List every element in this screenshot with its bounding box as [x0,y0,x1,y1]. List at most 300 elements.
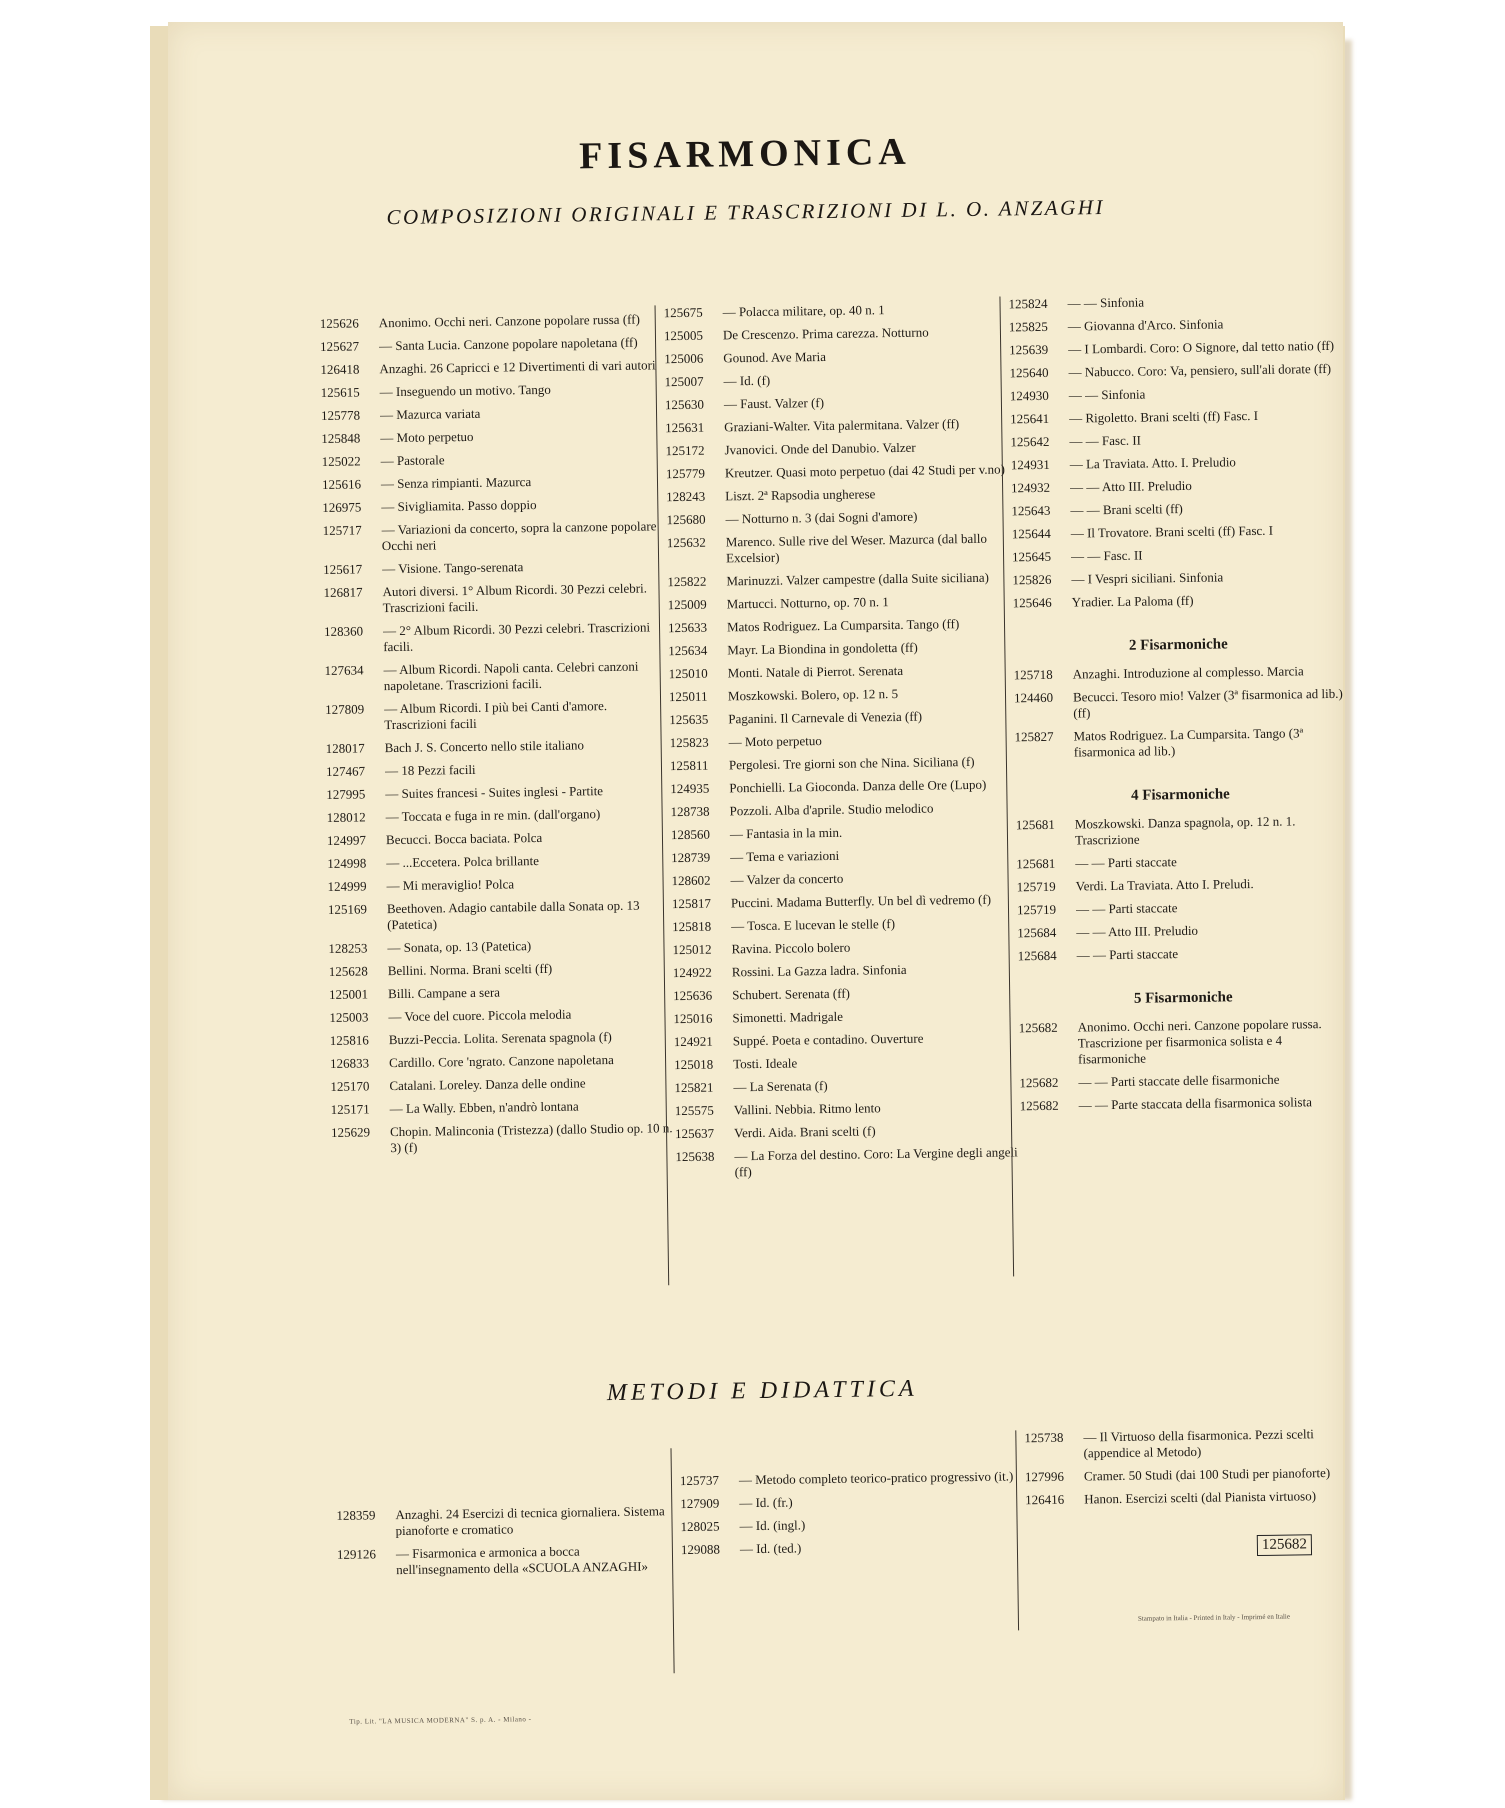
catalog-number: 125169 [327,901,368,917]
catalog-entry [1012,522,1342,543]
catalog-title: — Toccata e fuga in re min. (dall'organo) [385,806,601,825]
catalog-number: 125682 [1019,1097,1059,1114]
catalog-entry [323,518,668,555]
catalog-title: Yradier. La Paloma (ff) [1071,592,1194,610]
catalog-number: 126817 [323,584,363,600]
catalog-title: — I Vespri siciliani. Sinfonia [1071,569,1224,587]
catalog-entry [1019,1071,1349,1092]
catalog-title: — La Wally. Ebben, n'andrò lontana [389,1098,579,1117]
catalog-entry [321,426,666,447]
catalog-number: 125719 [1016,901,1057,918]
catalog-number: 125779 [665,465,705,482]
catalog-entry [322,472,667,493]
catalog-entry [327,851,672,872]
catalog-entry [666,461,1011,482]
catalog-number: 125009 [667,596,707,613]
catalog-entry [1019,1016,1350,1069]
catalog-number: 124998 [327,855,367,871]
catalog-number: 125636 [673,987,713,1004]
catalog-entry [327,805,672,826]
catalog-number: 125641 [1010,410,1050,427]
catalog-entry [324,619,669,656]
catalog-title: Chopin. Malinconia (Tristezza) (dallo Studio op. 10 n. 3) (f) [389,1120,673,1156]
catalog-entry [327,828,672,849]
verdi-list [1008,292,1342,612]
catalog-number: 125645 [1011,548,1052,565]
catalog-title: — — Atto III. Preludio [1076,922,1199,940]
catalog-number: 128253 [328,940,368,956]
catalog-entry [680,1514,1025,1535]
catalog-number: 125172 [665,442,705,459]
catalog-title: — Id. (ted.) [739,1540,802,1557]
catalog-number: 125640 [1009,364,1049,381]
catalog-entry [664,300,1009,321]
catalog-entry [1014,686,1344,723]
catalog-number: 125684 [1017,947,1057,964]
page-title: FISARMONICA [578,130,911,178]
catalog-number: 125823 [669,734,709,751]
catalog-title: — Sivigliamita. Passo doppio [381,497,537,515]
catalog-number: 128360 [323,623,364,639]
catalog-entry [1010,384,1340,405]
catalog-title: — La Traviata. Atto. I. Preludio [1069,454,1236,472]
catalog-title: — — Parti staccate [1076,946,1179,963]
catalog-number: 125681 [1016,855,1056,872]
catalog-number: 125637 [674,1125,715,1142]
catalog-title: Anzaghi. 26 Capricci e 12 Divertimenti di vari autori [379,357,656,377]
catalog-entry [669,684,1014,705]
catalog-entry [671,822,1016,843]
catalog-title: — Il Virtuoso della fisarmonica. Pezzi scelti (appendice al Metodo) [1083,1426,1314,1461]
catalog-entry [1011,499,1341,520]
catalog-number: 125001 [329,986,369,1002]
catalog-title: Bellini. Norma. Brani scelti (ff) [387,960,553,979]
catalog-entry [674,1075,1019,1096]
catalog-title: Vallini. Nebbia. Ritmo lento [733,1100,881,1118]
catalog-number: 125616 [321,476,362,493]
catalog-number: 129126 [336,1546,377,1562]
catalog-number: 124935 [670,780,710,797]
catalog-number: 125635 [669,711,709,728]
catalog-number: 125631 [665,419,705,436]
catalog-entry [337,1542,677,1579]
catalog-entry [673,1006,1018,1027]
catalog-entry [329,959,674,980]
catalog-entry [330,1074,675,1095]
catalog-number: 125638 [675,1148,715,1165]
catalog-entry [675,1098,1020,1119]
catalog-sheet [168,22,1343,1800]
catalog-entry [673,960,1018,981]
catalog-number: 125738 [1024,1429,1064,1446]
catalog-entry [674,1029,1019,1050]
catalog-title: Kreutzer. Quasi moto perpetuo (dai 42 Studi per v.no) [724,461,1006,481]
catalog-entry [668,592,1013,613]
catalog-number: 128738 [670,803,710,820]
catalog-title: Simonetti. Madrigale [732,1008,844,1026]
catalog-number: 126833 [329,1055,370,1071]
sheet-content [156,14,1356,1808]
catalog-title: Monti. Natale di Pierrot. Serenata [727,662,904,681]
catalog-title: Liszt. 2ª Rapsodia ungherese [725,486,876,504]
catalog-title: — Inseguendo un motivo. Tango [379,381,551,400]
catalog-title: — I Lombardi. Coro: O Signore, dal tetto natio (ff) [1068,337,1335,357]
catalog-title: Tosti. Ideale [733,1055,798,1072]
catalog-title: — Fisarmonica e armonica a bocca nell'insegnamento della «SCUOLA ANZAGHI» [395,1543,649,1578]
catalog-number: 125007 [664,373,704,390]
catalog-number: 125717 [322,522,362,539]
catalog-entry [326,759,671,780]
catalog-entry [668,615,1013,636]
catalog-number: 125626 [319,315,359,332]
catalog-number: 125817 [671,895,711,912]
catalog-title: Catalani. Loreley. Danza delle ondine [389,1075,586,1094]
catalog-entry [322,449,667,470]
section-2-heading: 2 Fisarmoniche [1128,636,1228,654]
catalog-entry [671,868,1016,889]
catalog-title: Cramer. 50 Studi (dai 100 Studi per pianoforte) [1083,1465,1331,1484]
catalog-number: 125826 [1012,571,1052,588]
section-4-list [1016,813,1348,965]
catalog-entry [664,323,1009,344]
catalog-number: 125642 [1010,433,1050,450]
metodi-column-1 [336,1503,677,1586]
catalog-entry [669,661,1014,682]
catalog-number: 124931 [1010,456,1050,473]
catalog-number: 125737 [679,1472,720,1489]
catalog-title: Ravina. Piccolo bolero [731,939,851,957]
catalog-title: — 2° Album Ricordi. 30 Pezzi celebri. Trascrizioni facili. [382,619,651,655]
catalog-title: — — Atto III. Preludio [1070,477,1192,495]
catalog-title: — Moto perpetuo [728,733,822,750]
catalog-number: 129088 [680,1541,721,1558]
catalog-title: Buzzi-Peccia. Lolita. Serenata spagnola (f) [388,1029,612,1048]
catalog-title: — Il Trovatore. Brani scelti (ff) Fasc. I [1070,522,1274,541]
catalog-title: — Polacca militare, op. 40 n. 1 [722,302,885,320]
catalog-title: Verdi. Aida. Brani scelti (f) [733,1123,876,1141]
catalog-title: Autori diversi. 1° Album Ricordi. 30 Pezzi celebri. Trascrizioni facili. [382,580,648,616]
section-2-list [1014,663,1345,762]
catalog-entry [681,1537,1026,1558]
catalog-title: Anonimo. Occhi neri. Canzone popolare russa (ff) [378,311,640,331]
catalog-title: Verdi. La Traviata. Atto I. Preludi. [1075,876,1254,894]
catalog-number: 125022 [321,453,361,470]
catalog-number: 127995 [326,786,366,802]
catalog-title: Graziani-Walter. Vita palermitana. Valzer (ff) [724,416,960,435]
catalog-number: 128012 [326,809,366,825]
catalog-column-3 [999,292,1352,1277]
catalog-entry [672,937,1017,958]
catalog-entry [1010,407,1340,428]
catalog-title: Puccini. Madama Butterfly. Un bel dì vedremo (f) [730,891,992,911]
catalog-title: — Album Ricordi. Napoli canta. Celebri canzoni napoletane. Trascrizioni facili. [383,658,639,694]
catalog-title: Martucci. Notturno, op. 70 n. 1 [726,594,889,612]
catalog-title: — — Brani scelti (ff) [1070,500,1183,518]
catalog-entry [328,897,673,934]
section-4-heading: 4 Fisarmoniche [1130,786,1230,804]
catalog-entry [672,914,1017,935]
catalog-number: 128017 [325,740,365,756]
catalog-title: — — Fasc. II [1069,432,1142,449]
catalog-entry [667,569,1012,590]
catalog-entry [331,1097,676,1118]
catalog-entry [323,557,668,578]
catalog-title: — — Sinfonia [1068,386,1146,403]
catalog-number: 125684 [1017,924,1057,941]
catalog-title: — — Parti staccate delle fisarmoniche [1078,1071,1280,1090]
catalog-number: 125627 [319,338,360,355]
catalog-title: — — Sinfonia [1067,294,1145,311]
catalog-column-2 [655,300,1023,1285]
catalog-entry [331,1120,676,1157]
metodi-column-2 [670,1443,1027,1673]
catalog-title: Marinuzzi. Valzer campestre (dalla Suite siciliana) [726,569,990,589]
catalog-entry [320,311,665,332]
catalog-entry [1025,1465,1355,1486]
catalog-entry [1013,591,1343,612]
catalog-title: Moszkowski. Bolero, op. 12 n. 5 [727,685,899,704]
catalog-number: 125633 [667,619,708,636]
catalog-number: 125822 [667,573,707,590]
catalog-title: — Valzer da concerto [730,870,844,888]
catalog-entry [329,1005,674,1026]
catalog-title: — Id. (f) [723,372,771,389]
catalog-title: — La Forza del destino. Coro: La Vergine degli angeli (ff) [734,1144,1018,1180]
catalog-code-box: 125682 [1257,1534,1312,1556]
catalog-number: 128359 [336,1507,376,1523]
catalog-entry [322,495,667,516]
catalog-title: — Santa Lucia. Canzone popolare napoletana (ff) [378,334,638,354]
catalog-title: Schubert. Serenata (ff) [732,985,851,1003]
catalog-number: 124997 [326,832,367,848]
catalog-entry [1012,568,1342,589]
catalog-number: 128243 [666,488,706,505]
catalog-number: 125012 [672,941,712,958]
catalog-entry [321,403,666,424]
catalog-number: 125818 [672,918,712,935]
catalog-entry [336,1503,676,1540]
catalog-entry [324,658,669,695]
catalog-title: Becucci. Bocca baciata. Polca [385,829,543,848]
catalog-title: — Fantasia in la min. [729,824,843,842]
printed-in-italy-note: Stampato in Italia - Printed in Italy - Imprimé en Italie [1137,1612,1290,1623]
catalog-entry [330,1051,675,1072]
catalog-number: 125644 [1011,525,1051,542]
catalog-entry [1009,315,1339,336]
catalog-number: 125682 [1018,1019,1058,1036]
catalog-title: Moszkowski. Danza spagnola, op. 12 n. 1. Trascrizione [1074,813,1296,848]
catalog-number: 128602 [671,872,711,889]
catalog-title: Anzaghi. Introduzione al complesso. Marcia [1072,663,1304,682]
catalog-number: 128560 [670,826,711,843]
catalog-entry [673,983,1018,1004]
catalog-entry [665,438,1010,459]
catalog-title: Matos Rodriguez. La Cumparsita. Tango (ff) [726,616,960,635]
catalog-title: — Tema e variazioni [730,847,840,865]
catalog-number: 126416 [1025,1491,1065,1508]
catalog-number: 124932 [1011,479,1051,496]
catalog-title: Becucci. Tesoro mio! Valzer (3ª fisarmonica ad lib.) (ff) [1072,685,1343,721]
catalog-entry [664,369,1009,390]
catalog-title: — — Parte staccata della fisarmonica solista [1078,1094,1313,1113]
catalog-entry [326,736,671,757]
catalog-entry [320,334,665,355]
catalog-entry [328,874,673,895]
catalog-entry [1016,852,1346,873]
catalog-title: — Visione. Tango-serenata [382,559,524,577]
catalog-number: 125629 [330,1124,371,1140]
catalog-title: Gounod. Ave Maria [723,348,827,366]
catalog-number: 125170 [330,1078,370,1094]
catalog-entry [675,1144,1020,1181]
catalog-title: Matos Rodriguez. La Cumparsita. Tango (3ª fisarmonica ad lib.) [1073,725,1304,760]
catalog-entry [669,707,1014,728]
catalog-entry [667,530,1012,567]
catalog-number: 124921 [673,1033,713,1050]
printer-imprint: Tip. Lit. "LA MUSICA MODERNA" S. p. A. - Milano - [349,1715,532,1726]
catalog-number: 125827 [1014,728,1054,745]
catalog-title: — Giovanna d'Arco. Sinfonia [1067,316,1224,334]
catalog-title: Paganini. Il Carnevale di Venezia (ff) [728,708,923,727]
catalog-number: 125628 [328,963,368,979]
catalog-number: 127909 [680,1495,720,1512]
catalog-entry [666,484,1011,505]
catalog-number: 125646 [1012,594,1052,611]
catalog-number: 128739 [671,849,711,866]
catalog-number: 125718 [1013,666,1053,683]
catalog-number: 124460 [1013,689,1054,706]
catalog-entry [330,1028,675,1049]
catalog-entry [1010,430,1340,451]
catalog-entry [666,507,1011,528]
catalog-entry [1014,663,1344,684]
catalog-entry [1012,545,1342,566]
catalog-column-1 [320,311,677,1164]
catalog-number: 125010 [668,665,708,682]
catalog-title: Pozzoli. Alba d'aprile. Studio melodico [729,800,934,819]
catalog-title: — Suites francesi - Suites inglesi - Partite [385,783,604,802]
catalog-title: — Id. (ingl.) [739,1517,806,1534]
catalog-entry [1009,361,1339,382]
catalog-entry [321,380,666,401]
catalog-title: — Voce del cuore. Piccola melodia [388,1006,572,1025]
catalog-entry [1014,725,1344,762]
catalog-title: — Moto perpetuo [380,428,474,446]
catalog-entry [325,697,670,734]
catalog-title: Anzaghi. 24 Esercizi di tecnica giornaliera. Sistema pianoforte e cromatico [395,1503,665,1539]
catalog-title: — Metodo completo teorico-pratico progressivo (it.) [738,1468,1014,1488]
catalog-number: 127996 [1024,1468,1065,1485]
catalog-number: 125639 [1009,341,1049,358]
catalog-number: 125018 [674,1056,714,1073]
catalog-entry [665,392,1010,413]
catalog-entry [1018,944,1348,965]
catalog-number: 124922 [672,964,712,981]
catalog-title: — Nabucco. Coro: Va, pensiero, sull'ali dorate (ff) [1068,360,1332,380]
catalog-number: 124930 [1009,387,1049,404]
catalog-title: Mayr. La Biondina in gondoletta (ff) [727,639,918,658]
catalog-entry [1016,813,1346,850]
catalog-entry [671,845,1016,866]
catalog-number: 125016 [673,1010,713,1027]
catalog-number: 125821 [674,1079,714,1096]
catalog-title: — — Fasc. II [1070,547,1143,564]
catalog-entry [1011,476,1341,497]
catalog-number: 127467 [325,763,366,779]
catalog-title: Cardillo. Core 'ngrato. Canzone napoletana [388,1051,614,1071]
catalog-entry [670,730,1015,751]
catalog-title: Ponchielli. La Gioconda. Danza delle Ore (Lupo) [729,776,987,796]
catalog-number: 125003 [329,1009,369,1025]
catalog-title: Bach J. S. Concerto nello stile italiano [384,737,585,756]
catalog-title: Rossini. La Gazza ladra. Sinfonia [731,961,907,980]
catalog-entry [1011,453,1341,474]
catalog-title: — Rigoletto. Brani scelti (ff) Fasc. I [1069,407,1259,426]
catalog-entry [1025,1488,1355,1509]
metodi-column-3 [1015,1426,1357,1631]
catalog-entry [1024,1426,1354,1463]
catalog-entry [674,1052,1019,1073]
catalog-title: — — Parti staccate [1075,854,1177,871]
catalog-entry [665,415,1010,436]
catalog-number: 127634 [324,662,364,678]
catalog-entry [323,580,668,617]
catalog-entry [670,776,1015,797]
catalog-entry [672,891,1017,912]
catalog-number: 125630 [664,396,705,413]
catalog-number: 125848 [321,430,361,447]
catalog-title: — Senza rimpianti. Mazurca [380,474,532,492]
catalog-title: — ...Eccetera. Polca brillante [386,853,540,871]
catalog-number: 124999 [327,878,367,894]
catalog-number: 125643 [1011,502,1051,519]
section-5-list [1019,1016,1350,1115]
page-subtitle: COMPOSIZIONI ORIGINALI E TRASCRIZIONI DI L. O. ANZAGHI [386,195,1106,230]
catalog-entry [1020,1094,1350,1115]
catalog-title: — 18 Pezzi facili [384,761,476,779]
catalog-title: — — Parti staccate [1075,900,1178,917]
catalog-number: 125006 [664,350,704,367]
catalog-number: 125632 [666,534,706,551]
catalog-number: 125615 [320,384,360,401]
catalog-entry [1009,338,1339,359]
catalog-title: — Variazioni da concerto, sopra la canzone popolare Occhi neri [381,518,657,554]
catalog-entry [680,1491,1025,1512]
catalog-number: 125682 [1019,1074,1059,1091]
catalog-entry [320,357,665,378]
section-5-heading: 5 Fisarmoniche [1133,989,1233,1007]
catalog-entry [1017,898,1347,919]
catalog-number: 125825 [1008,318,1048,335]
catalog-title: Beethoven. Adagio cantabile dalla Sonata op. 13 (Patetica) [386,897,640,933]
catalog-entry [326,782,671,803]
catalog-entry [671,799,1016,820]
catalog-number: 125824 [1008,295,1048,312]
catalog-number: 125005 [663,327,704,344]
catalog-title: De Crescenzo. Prima carezza. Notturno [722,324,929,343]
catalog-title: — Tosca. E lucevan le stelle (f) [731,916,896,934]
catalog-number: 128025 [680,1518,720,1535]
catalog-entry [675,1121,1020,1142]
catalog-title: — Sonata, op. 13 (Patetica) [387,938,532,956]
catalog-entry [1017,875,1347,896]
catalog-entry [670,753,1015,774]
catalog-title: — Album Ricordi. I più bei Canti d'amore. Trascrizioni facili [384,698,608,733]
catalog-title: — Notturno n. 3 (dai Sogni d'amore) [725,508,918,527]
catalog-number: 127809 [325,701,365,717]
catalog-title: — Mazurca variata [379,405,481,423]
catalog-number: 125675 [663,304,703,321]
